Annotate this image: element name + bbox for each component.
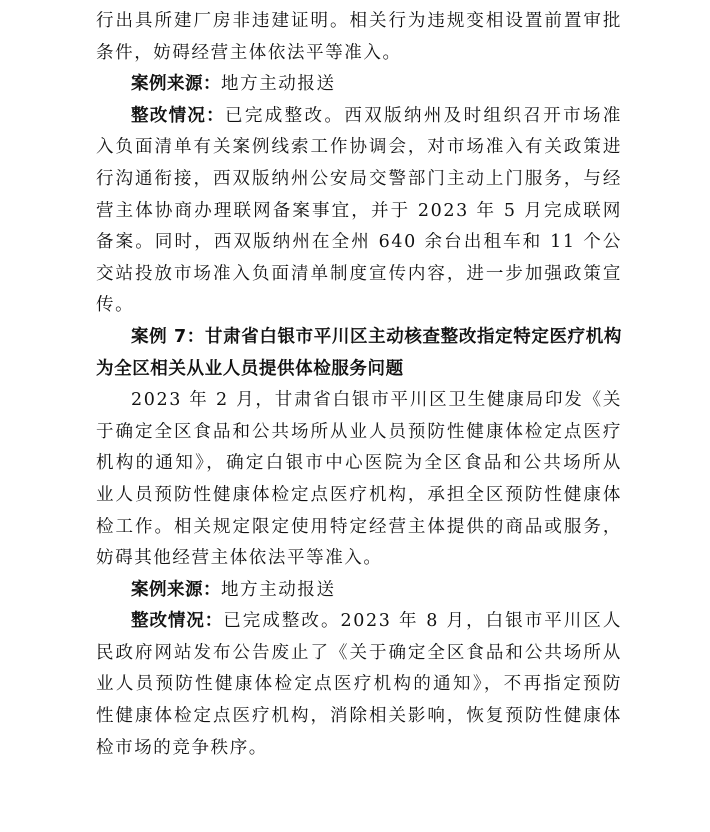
case-source-text: 地方主动报送 (221, 74, 336, 95)
rectification-label-2: 整改情况： (131, 611, 224, 632)
rectification-text-2: 已完成整改。2023 年 8 月，白银市平川区人民政府网站发布公告废止了《关于确定全区食品和公共场所从业人员预防性健康体检定点医疗机构的通知》，不再指定预防性健康体检定点医疗机构，消除相关影响，恢复预防性健康体检市场的竞争秩序。 (96, 611, 623, 758)
case-body-paragraph: 2023 年 2 月，甘肃省白银市平川区卫生健康局印发《关于确定全区食品和公共场所从业人员预防性健康体检定点医疗机构的通知》，确定白银市中心医院为全区食品和公共场所从业人员预防性健康体检定点医疗机构，承担全区预防性健康体检工作。相关规定限定使用特定经营主体提供的商品或服务，妨碍其他经营主体依法平等准入。 (96, 390, 622, 569)
paragraph-continuation: 行出具所建厂房非违建证明。相关行为违规变相设置前置审批条件，妨碍经营主体依法平等准入。 (96, 11, 622, 63)
rectification-text: 已完成整改。西双版纳州及时组织召开市场准入负面清单有关案例线索工作协调会，对市场准入有关政策进行沟通衔接，西双版纳州公安局交警部门主动上门服务，与经营主体协商办理联网备案事宜，并于 2023 年 5 月完成联网备案。同时，西双版纳州在全州 640 余台出租车和 11 个公交站投放市场准入负面清单制度宣传内容，进一步加强政策宣传。 (96, 105, 623, 316)
case-source-paragraph-2 (96, 575, 622, 607)
rectification-paragraph (96, 101, 622, 322)
case-source-text-2: 地方主动报送 (221, 579, 336, 600)
rectification-label: 整改情况： (131, 105, 225, 126)
case-source-paragraph (96, 69, 622, 101)
case-heading: 案例 7：甘肃省白银市平川区主动核查整改指定特定医疗机构为全区相关从业人员提供体检服务问题 (96, 326, 622, 379)
case-source-label: 案例来源： (131, 74, 221, 95)
rectification-paragraph-2 (96, 606, 622, 764)
case-source-label-2: 案例来源： (131, 579, 221, 600)
